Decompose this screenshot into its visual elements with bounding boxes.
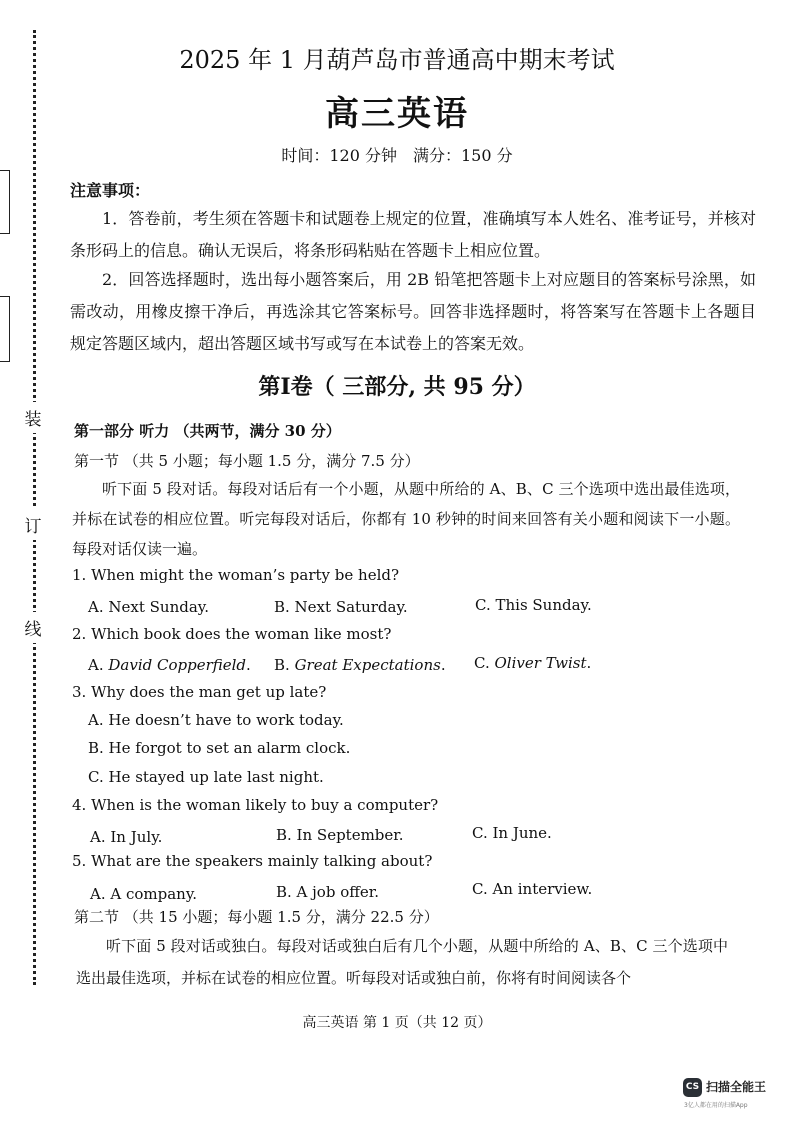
question-4-option-c: C. In June. — [472, 824, 552, 842]
subsection-2-heading: 第二节 （共 15 小题；每小题 1.5 分，满分 22.5 分） — [74, 908, 439, 926]
time-info: 时间：120 分钟 满分：150 分 — [281, 146, 513, 165]
question-4-stem: 4. When is the woman likely to buy a computer? — [72, 796, 439, 814]
subsection-1-instructions: 听下面 5 段对话。每段对话后有一个小题，从题中所给的 A、B、C 三个选项中选出最佳选项，并标在试卷的相应位置。听完每段对话后，你都有 10 秒钟的时间来回答有关小题和阅读下一小题。每段对话仅读一遍。 — [72, 480, 740, 558]
camscanner-name: 扫描全能王 — [706, 1080, 767, 1094]
question-3-option-b: B. He forgot to set an alarm clock. — [88, 739, 351, 757]
question-3-option-c: C. He stayed up late last night. — [88, 768, 324, 786]
page-footer: 高三英语 第 1 页（共 12 页） — [302, 1015, 492, 1031]
notes-heading: 注意事项： — [70, 181, 151, 200]
binding-char-ding: 订 — [22, 509, 44, 540]
subsection-2-instructions: 听下面 5 段对话或独白。每段对话或独白后有几个小题，从题中所给的 A、B、C 三个选项中选出最佳选项，并标在试卷的相应位置。听每段对话或独白前，你将有时间阅读各个 — [76, 937, 728, 987]
question-1-option-a: A. Next Sunday. — [88, 598, 210, 616]
binding-dotted-line — [33, 30, 36, 985]
binding-char-xian: 线 — [22, 612, 44, 643]
question-2-option-a: A. David Copperfield. — [88, 656, 251, 674]
question-3-option-a: A. He doesn’t have to work today. — [88, 711, 344, 729]
binding-box-upper — [0, 170, 10, 234]
question-1-option-c: C. This Sunday. — [475, 596, 592, 614]
exam-title: 2025 年 1 月葫芦岛市普通高中期末考试 — [179, 46, 615, 74]
binding-char-zhuang: 装 — [22, 402, 44, 433]
binding-box-lower — [0, 296, 10, 362]
note-item-1: 1．答卷前，考生须在答题卡和试题卷上规定的位置，准确填写本人姓名、准考证号，并核对条形码上的信息。确认无误后，将条形码粘贴在答题卡上相应位置。 — [70, 209, 756, 260]
question-5-option-c: C. An interview. — [472, 880, 593, 898]
question-5-stem: 5. What are the speakers mainly talking about? — [72, 852, 433, 870]
question-5-option-b: B. A job offer. — [276, 883, 380, 901]
question-2-option-c: C. Oliver Twist. — [474, 654, 592, 672]
question-2-option-b: B. Great Expectations. — [274, 656, 446, 674]
question-5-option-a: A. A company. — [90, 885, 198, 903]
camscanner-logo: CS — [683, 1078, 702, 1097]
question-4-option-b: B. In September. — [276, 826, 404, 844]
part-title: 第Ⅰ卷（ 三部分, 共 95 分） — [258, 374, 536, 400]
question-2-stem: 2. Which book does the woman like most? — [72, 625, 392, 643]
question-3-stem: 3. Why does the man get up late? — [72, 683, 327, 701]
subsection-1-heading: 第一节 （共 5 小题；每小题 1.5 分，满分 7.5 分） — [74, 452, 420, 470]
note-item-2: 2．回答选择题时，选出每小题答案后，用 2B 铅笔把答题卡上对应题目的答案标号涂黑，如需改动，用橡皮擦干净后，再选涂其它答案标号。回答非选择题时，将答案写在答题卡上各题目规定答题区域内，超出答题区域书写或写在本试卷上的答案无效。 — [70, 270, 756, 353]
camscanner-tagline: 3亿人都在用的扫描App — [684, 1102, 748, 1109]
section-heading: 第一部分 听力 （共两节，满分 30 分） — [74, 422, 341, 440]
question-1-stem: 1. When might the woman’s party be held? — [72, 566, 400, 584]
question-4-option-a: A. In July. — [90, 828, 163, 846]
question-1-option-b: B. Next Saturday. — [274, 598, 408, 616]
subject-title: 高三英语 — [325, 94, 469, 134]
